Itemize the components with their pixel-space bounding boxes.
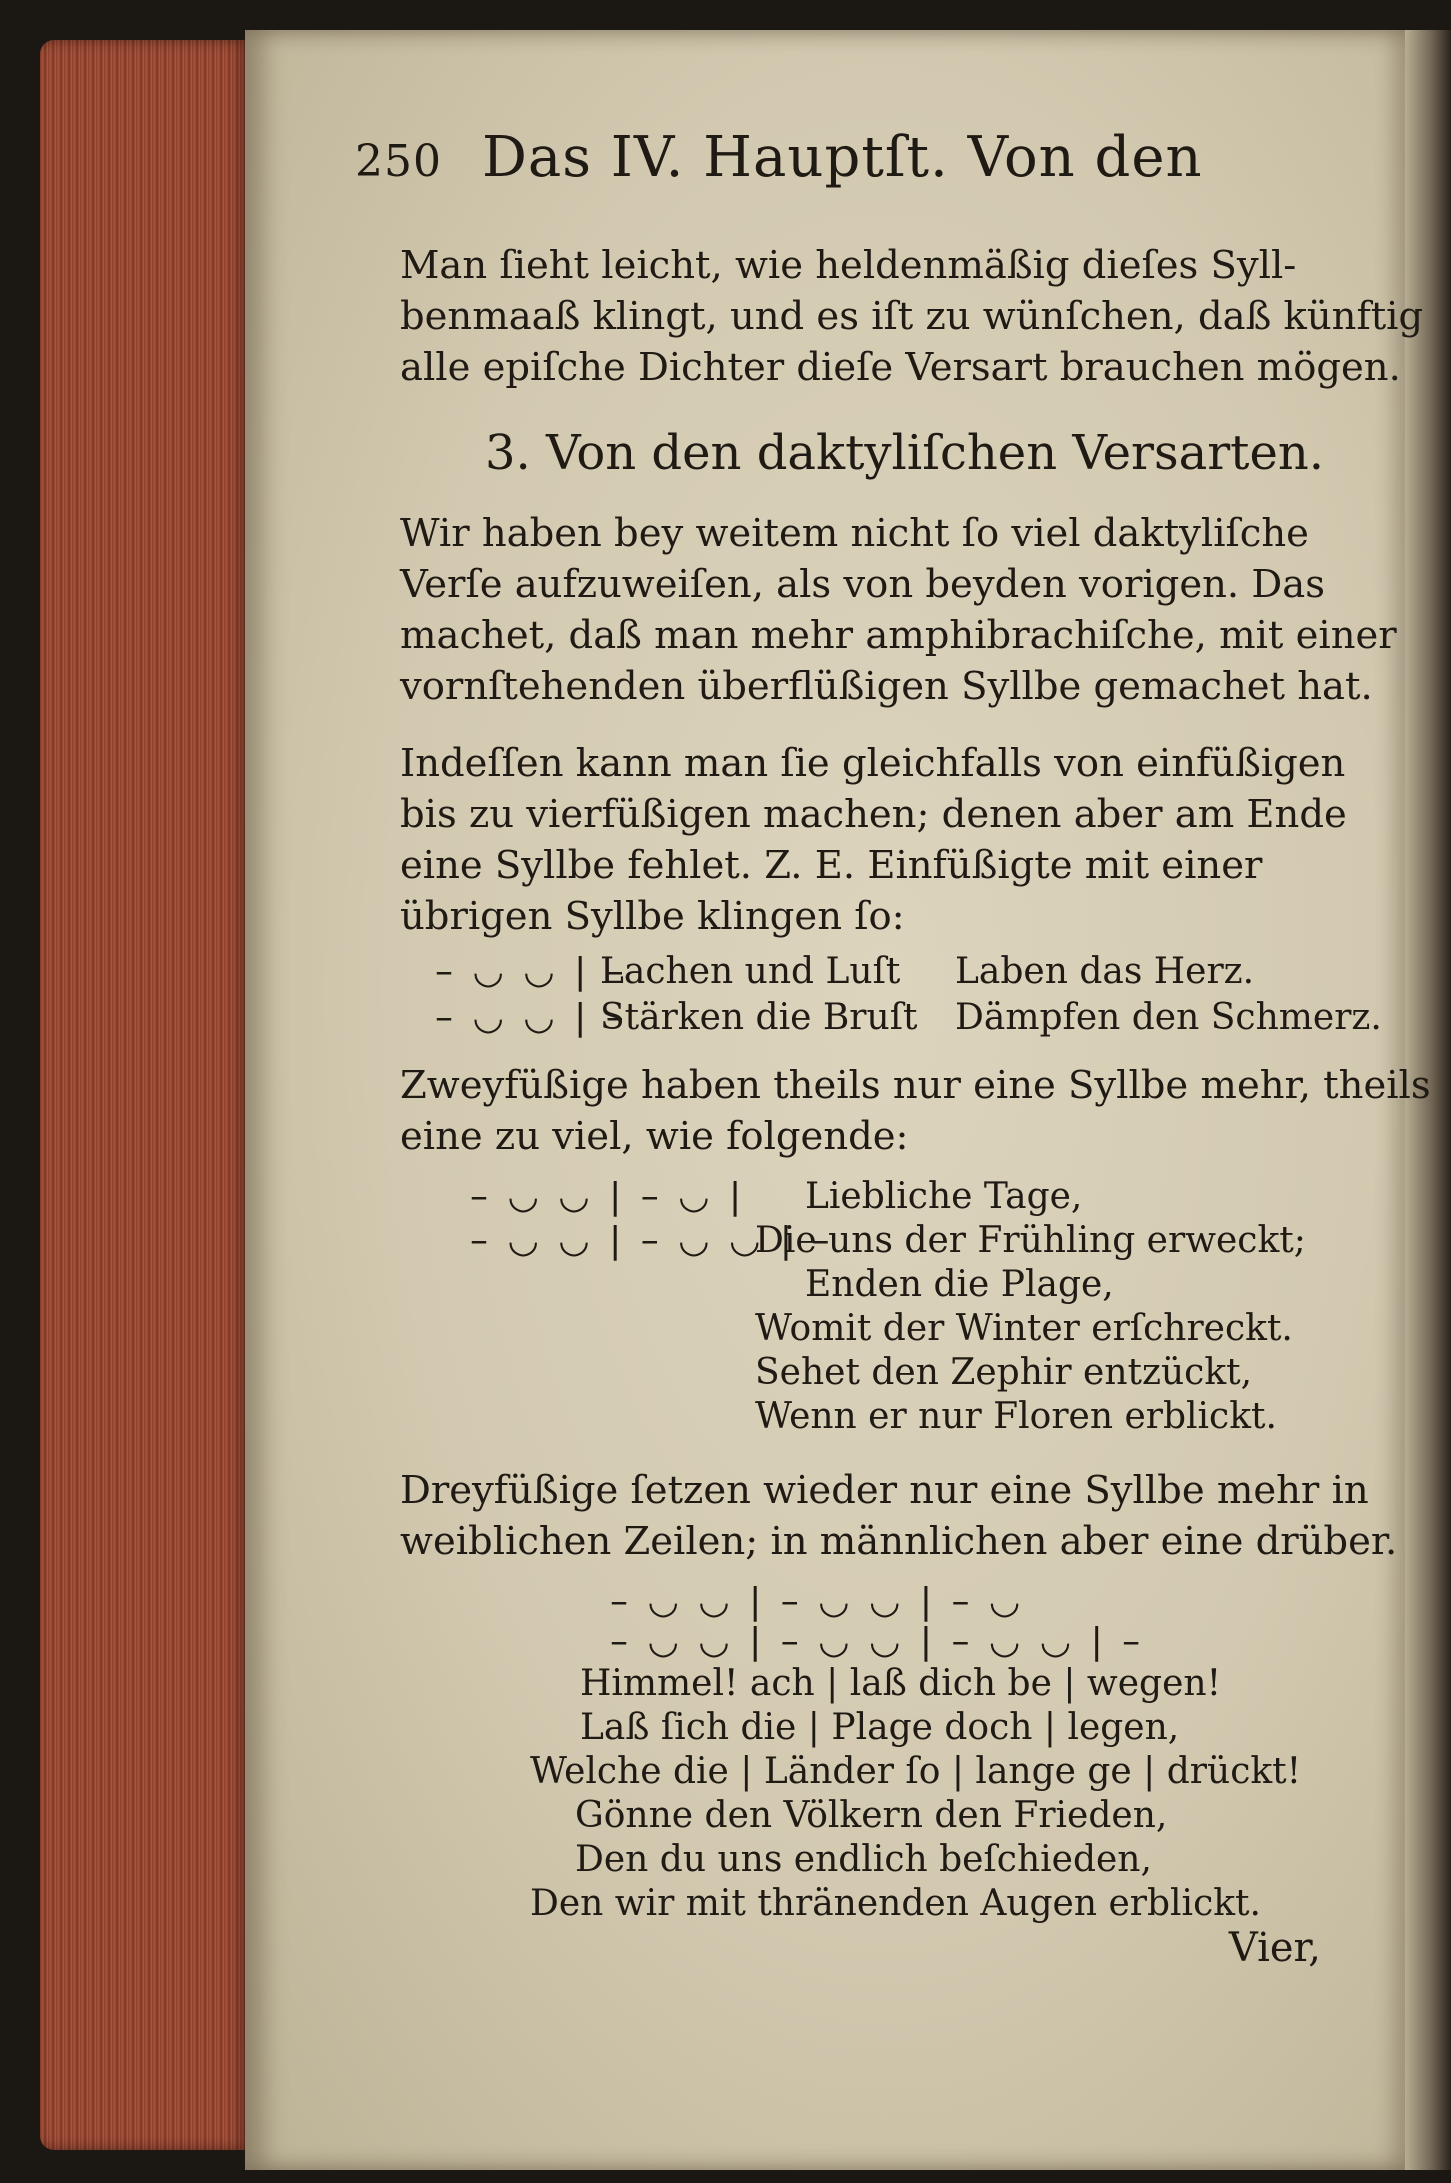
verse-line: Enden die Plage, [805,1264,1114,1305]
intro-paragraph [400,240,1423,393]
paragraph-4 [400,1465,1397,1567]
text-line: Dreyfüßige ſetzen wieder nur eine Syllbe mehr in [400,1468,1369,1513]
paragraph-2 [400,738,1347,942]
text-line: Indeſſen kann man ſie gleichfalls von einfüßigen [400,741,1346,786]
meter-notation: – ◡ ◡ | – [435,951,628,992]
verse-line: Lachen und Luſt [600,951,901,992]
text-line: Wir haben bey weitem nicht ſo viel daktyliſche [400,511,1309,556]
section-title: 3. Von den daktyliſchen Versarten. [485,425,1325,481]
verse-line: Die uns der Frühling erweckt; [755,1220,1306,1261]
verse-line: Himmel! ach | laß dich be | wegen! [580,1663,1222,1704]
verse-line: Womit der Winter erſchreckt. [755,1308,1293,1349]
meter-notation: – ◡ ◡ | – ◡ ◡ | – [470,1220,834,1261]
verse-line: Welche die | Länder ſo | lange ge | drückt! [530,1751,1302,1792]
running-header [355,125,1203,190]
text-line: Man ſieht leicht, wie heldenmäßig dieſes Syll- [400,243,1297,288]
verse-line: Liebliche Tage, [805,1176,1083,1217]
text-line: Zweyfüßige haben theils nur eine Syllbe mehr, theils [400,1063,1431,1108]
verse-line: Laben das Herz. [955,951,1255,992]
example-2 [470,1175,1350,1445]
meter-notation: – ◡ ◡ | – ◡ ◡ | – ◡ [610,1581,1025,1622]
verse-line: Stärken die Bruſt [600,997,918,1038]
verse-line: Dämpfen den Schmerz. [955,997,1382,1038]
text-line: alle epiſche Dichter dieſe Versart brauchen mögen. [400,345,1401,390]
page-number: 250 [355,136,442,187]
example-3 [530,1580,1350,1924]
verse-line: Sehet den Zephir entzückt, [755,1352,1253,1393]
text-line: machet, daß man mehr amphibrachiſche, mit einer [400,613,1397,658]
example-1 [435,950,1382,1050]
text-line: eine Syllbe fehlet. Z. E. Einfüßigte mit einer [400,843,1263,888]
meter-notation: – ◡ ◡ | – [435,997,628,1038]
verse-line: Wenn er nur Floren erblickt. [755,1396,1277,1437]
verse-line: Den du uns endlich beſchieden, [575,1839,1152,1880]
paragraph-3 [400,1060,1431,1162]
text-line: benmaaß klingt, und es iſt zu wünſchen, daß künftig [400,294,1424,339]
meter-notation: – ◡ ◡ | – ◡ ◡ | – ◡ ◡ | – [610,1621,1145,1662]
paragraph-1 [400,508,1397,712]
meter-notation: – ◡ ◡ | – ◡ | [470,1176,746,1217]
text-line: bis zu vierfüßigen machen; denen aber am Ende [400,792,1347,837]
catchword: Vier, [1228,1925,1321,1971]
text-line: weiblichen Zeilen; in männlichen aber eine drüber. [400,1519,1398,1564]
running-title: Das IV. Hauptſt. Von den [481,125,1203,190]
verse-line: Gönne den Völkern den Frieden, [575,1795,1168,1836]
text-line: übrigen Syllbe klingen ſo: [400,894,905,939]
text-line: Verſe aufzuweiſen, als von beyden vorigen. Das [400,562,1325,607]
book-page-edges [40,40,250,2150]
text-line: eine zu viel, wie folgende: [400,1114,909,1159]
text-line: vornſtehenden überflüßigen Syllbe gemachet hat. [400,664,1373,709]
verse-line: Laß ſich die | Plage doch | legen, [580,1707,1180,1748]
verse-line: Den wir mit thränenden Augen erblickt. [530,1883,1261,1924]
